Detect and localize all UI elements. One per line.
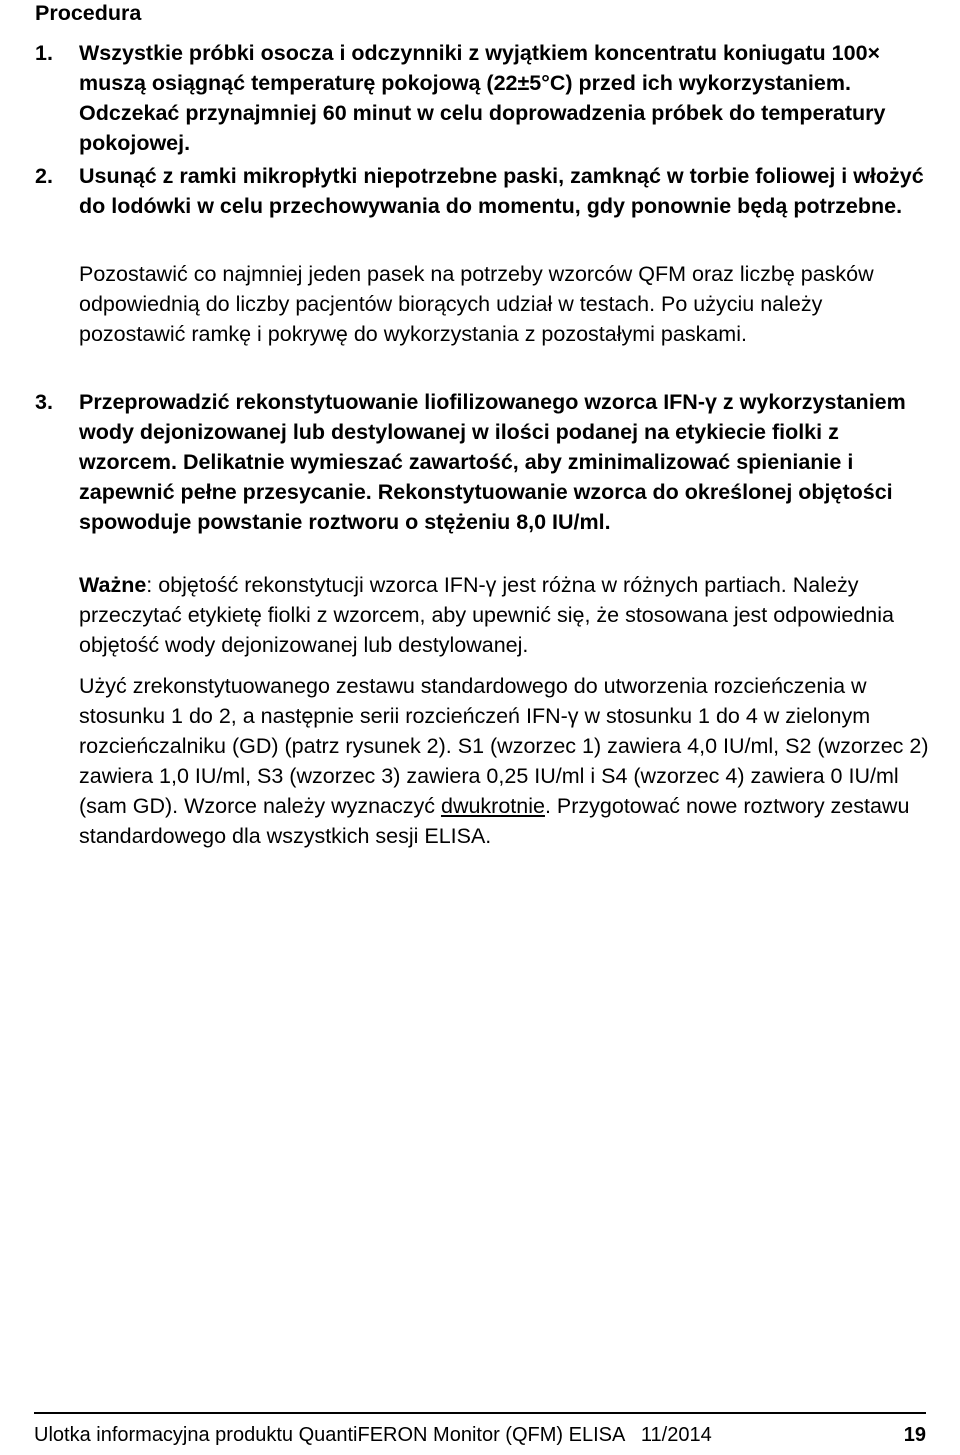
section-heading: Procedura [35,1,142,25]
step-number: 1. [35,41,53,65]
important-label: Ważne [79,573,147,597]
step-note: Pozostawić co najmniej jeden pasek na potrzeby wzorców QFM oraz liczbę pasków odpowiednią do liczby pacjentów biorących udział w testach. Po użyciu należy pozostawić ramkę i pokrywę do wykorzystania z pozostałymi paskami. [79,262,874,346]
step-number: 3. [35,390,53,414]
dilution-text-part2: . Przygotować nowe roztwory zestawu standardowego dla wszystkich sesji ELISA. [79,794,910,848]
page-number: 19 [903,1424,926,1446]
step-body [79,38,934,158]
underlined-emphasis: dwukrotnie [440,794,545,818]
step-text: Przeprowadzić rekonstytuowanie liofilizowanego wzorca IFN-γ z wykorzystaniem wody dejonizowanej lub destylowanej w ilości podanej na etykiecie fiolki z wzorcem. Delikatnie wymieszać zawartość, aby zminimalizować spienianie i zapewnić pełne przesycanie. Rekonstytuowanie wzorca do określonej objętości spowoduje powstanie roztworu o stężeniu 8,0 IU/ml. [79,390,906,534]
footer-divider [34,1412,926,1414]
important-note [79,570,934,660]
dilution-text-part1: Użyć zrekonstytuowanego zestawu standardowego do utworzenia rozcieńczenia w stosunku 1 do 2, a następnie serii rozcieńczeń IFN-γ w stosunku 1 do 4 w zielonym rozcieńczalniku (GD) (patrz rysunek 2). S1 (wzorzec 1) zawiera 4,0 IU/ml, S2 (wzorzec 2) zawiera 1,0 IU/ml, S3 (wzorzec 3) zawiera 0,25 IU/ml i S4 (wzorzec 4) zawiera 0 IU/ml (sam GD). Wzorce należy wyznaczyć [79,674,929,818]
footer-title: Ulotka informacyjna produktu QuantiFERON Monitor (QFM) ELISA 11/2014 [34,1424,712,1446]
step-text: Wszystkie próbki osocza i odczynniki z wyjątkiem koncentratu koniugatu 100× muszą osiągnąć temperaturę pokojową (22±5°C) przed ich wykorzystaniem. Odczekać przynajmniej 60 minut w celu doprowadzenia próbek do temperatury pokojowej. [79,41,886,155]
dilution-instructions [79,671,934,851]
important-text: : objętość rekonstytucji wzorca IFN-γ jest różna w różnych partiach. Należy przeczytać etykietę fiolki z wzorcem, aby upewnić się, że stosowana jest odpowiednia objętość wody dejonizowanej lub destylowanej. [79,573,894,657]
step-number: 2. [35,164,53,188]
step-text: Usunąć z ramki mikropłytki niepotrzebne paski, zamknąć w torbie foliowej i włożyć do lodówki w celu przechowywania do momentu, gdy ponownie będą potrzebne. [79,164,924,218]
